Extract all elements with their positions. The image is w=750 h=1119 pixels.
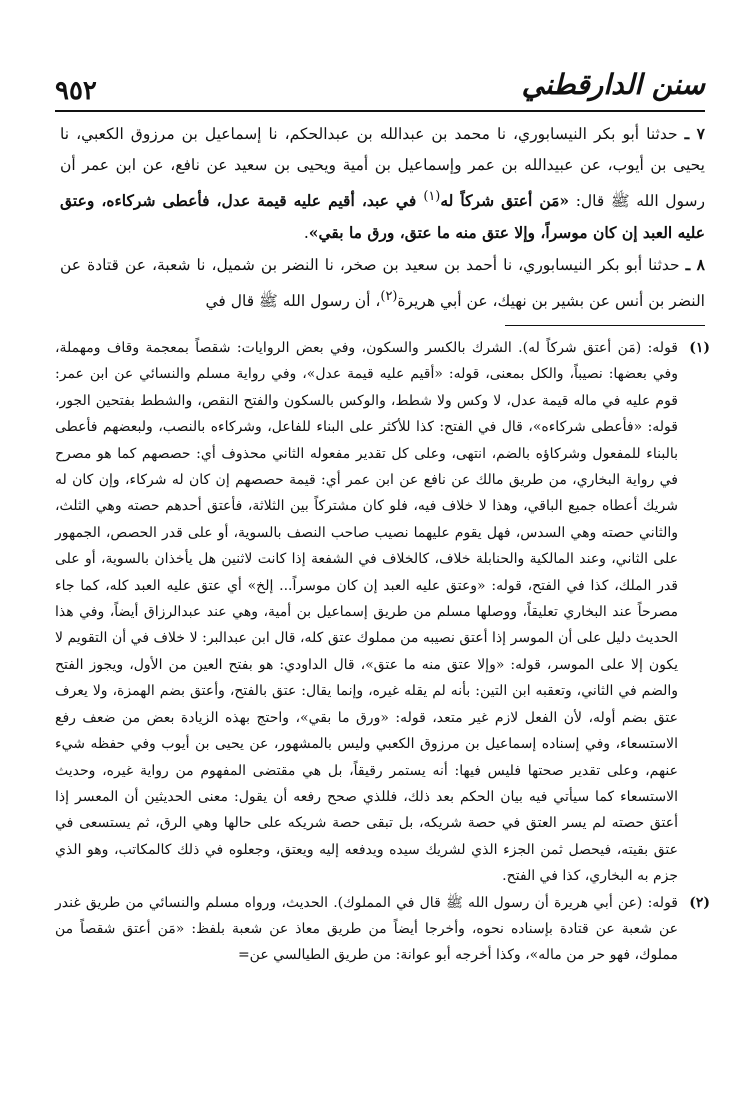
- hadith-7-end: .: [303, 224, 309, 243]
- hadith-8-number: ٨ ـ: [685, 255, 705, 275]
- footnote-2-number: (٢): [689, 894, 710, 911]
- footnote-2: [55, 890, 710, 969]
- hadith-7: [60, 118, 705, 249]
- footnote-marker-2: (٢): [380, 289, 398, 305]
- footnote-divider: [505, 325, 705, 326]
- hadith-7-matn: «مَن أعتق شركاً له: [440, 191, 570, 211]
- footnote-1: [55, 335, 710, 890]
- hadith-8-tail: ، أن رسول الله ﷺ قال في: [205, 292, 381, 311]
- main-text: [60, 118, 705, 317]
- footnotes: [55, 335, 710, 969]
- page-number: ٩٥٢: [55, 76, 97, 106]
- page-header: [55, 68, 705, 108]
- header-divider: [55, 110, 705, 112]
- footnote-marker-1: (١): [423, 189, 441, 204]
- footnote-2-text: قوله: (عن أبي هريرة أن رسول الله ﷺ قال في المملوك). الحديث، ورواه مسلم والنسائي من طريق غندر عن شعبة عن قتادة بإسناده نحوه، وأخرجا أيضاً من طريق معاذ عن شعبة بلفظ: «مَن أعتق شقصاً من مملوك، فهو حر من ماله»، وكذا أخرجه أبو عوانة: من طريق الطيالسي عن=: [55, 894, 678, 964]
- footnote-1-text: قوله: (مَن أعتق شركاً له). الشرك بالكسر والسكون، وفي بعض الروايات: شقصاً بمعجمة وقاف ومهملة، وفي بعضها: نصيباً، والكل بمعنى، قوله: «أقيم عليه قيمة عدل»، وفي رواية مسلم والنسائي عن ابن عمر: قوم عليه في ماله قيمة عدل، لا وكس ولا شطط، والوكس بالسكون والفتح النقص، والشطط بفتحين الجور، قوله: «فأعطى شركاءه»، قال في الفتح: كذا للأكثر على البناء للفاعل، وشركاءه بالنصب، ولبعضهم فأعطى بالبناء للمفعول وشركاؤه بالضم، انتهى، وعلى كل تقدير مفعوله الثاني محذوف أي: حصصهم كما هو مصرح في رواية البخاري، من طريق مالك عن نافع عن ابن عمر أي: قيمة حصصهم إن كان له شركاء، وإن كان له شريك أعطاه جميع الباقي، وهذا لا خلاف فيه، فلو كان مشتركاً بين الثلاثة، فأعتق أحدهم حصته وهي الثلث، والثاني حصته وهي السدس، فهل يقوم عليهما نصيب صاحب النصف بالسوية، أو على قدر الحصص، الجمهور على الثاني، وعند المالكية والحنابلة خلاف، كالخلاف في الشفعة إذا كانت لاثنين هل يأخذان بالسوية، أو على قدر الملك، كذا في الفتح، قوله: «وعتق عليه العبد إن كان موسراً... إلخ» أي عتق عليه العبد كله، كما جاء مصرحاً عند البخاري تعليقاً، ووصلها مسلم من طريق إسماعيل بن أمية، وهي عند عبدالرزاق أيضاً، وفي هذا الحديث دليل على أن الموسر إذا أعتق نصيبه من مملوك عتق كله، قال ابن عبدالبر: لا خلاف في أن التقويم لا يكون إلا على الموسر، قوله: «وإلا عتق منه ما عتق»، قال الداودي: هو بفتح العين من الأول، ويجوز الفتح والضم في الثاني، وتعقبه ابن التين: بأنه لم يقله غيره، وإنما يقال: عتق بالفتح، وأعتق بضم الهمزة، ولا يعرف عتق بضم أوله، لأن الفعل لازم غير متعد، قوله: «ورق ما بقي»، واحتج بهذه الزيادة بعض من ضعف رفع الاستسعاء، وفي إسناده إسماعيل بن مرزوق الكعبي وليس بالمشهور، عن يحيى بن أيوب وفي حفظه شيء عنهم، وعلى تقدير صحتها فليس فيها: أنه يستمر رقيقاً، بل هي مقتضى المفهوم من رواية غيره، وحديث الاستسعاء كما سيأتي فيه بيان الحكم بعد ذلك، فللذي صحح رفعه أن يقول: معنى الحديثين أن المعسر إذا أعتق حصته لم يسر العتق في حصة شريكه، بل تبقى حصة شريكه على حالها وهي الرق، ثم يستسعى في عتق بقيته، فيحصل ثمن الجزء الذي لشريك سيده ويدفعه إليه ويعتق، وجعلوه في ذلك كالمكاتب، وهو الذي جزم به البخاري، كذا في الفتح.: [55, 340, 679, 885]
- hadith-7-matn-cont: في عبد، أقيم عليه قيمة عدل، فأعطى شركاءه، وعتق عليه العبد إن كان موسراً، وإلا عتق منه ما عتق، ورق ما بقي»: [60, 191, 705, 243]
- hadith-8-chain: حدثنا أبو بكر النيسابوري، نا أحمد بن سعيد بن صخر، نا النضر بن شميل، نا شعبة، عن قتادة عن النضر بن أنس عن بشير بن نهيك، عن أبي هريرة: [60, 256, 705, 311]
- hadith-7-number: ٧ ـ: [684, 124, 705, 143]
- hadith-7-chain: حدثنا أبو بكر النيسابوري، نا محمد بن عبدالله بن عبدالحكم، نا إسماعيل بن مرزوق الكعبي، نا يحيى بن أيوب، عن عبيدالله بن عمر وإسماعيل بن أمية ويحيى بن سعيد عن نافع، عن ابن عمر أن رسول الله ﷺ قال:: [60, 125, 705, 211]
- running-title: سنن الدارقطني: [521, 68, 705, 101]
- footnote-1-number: (١): [689, 340, 710, 356]
- hadith-8: [60, 249, 705, 317]
